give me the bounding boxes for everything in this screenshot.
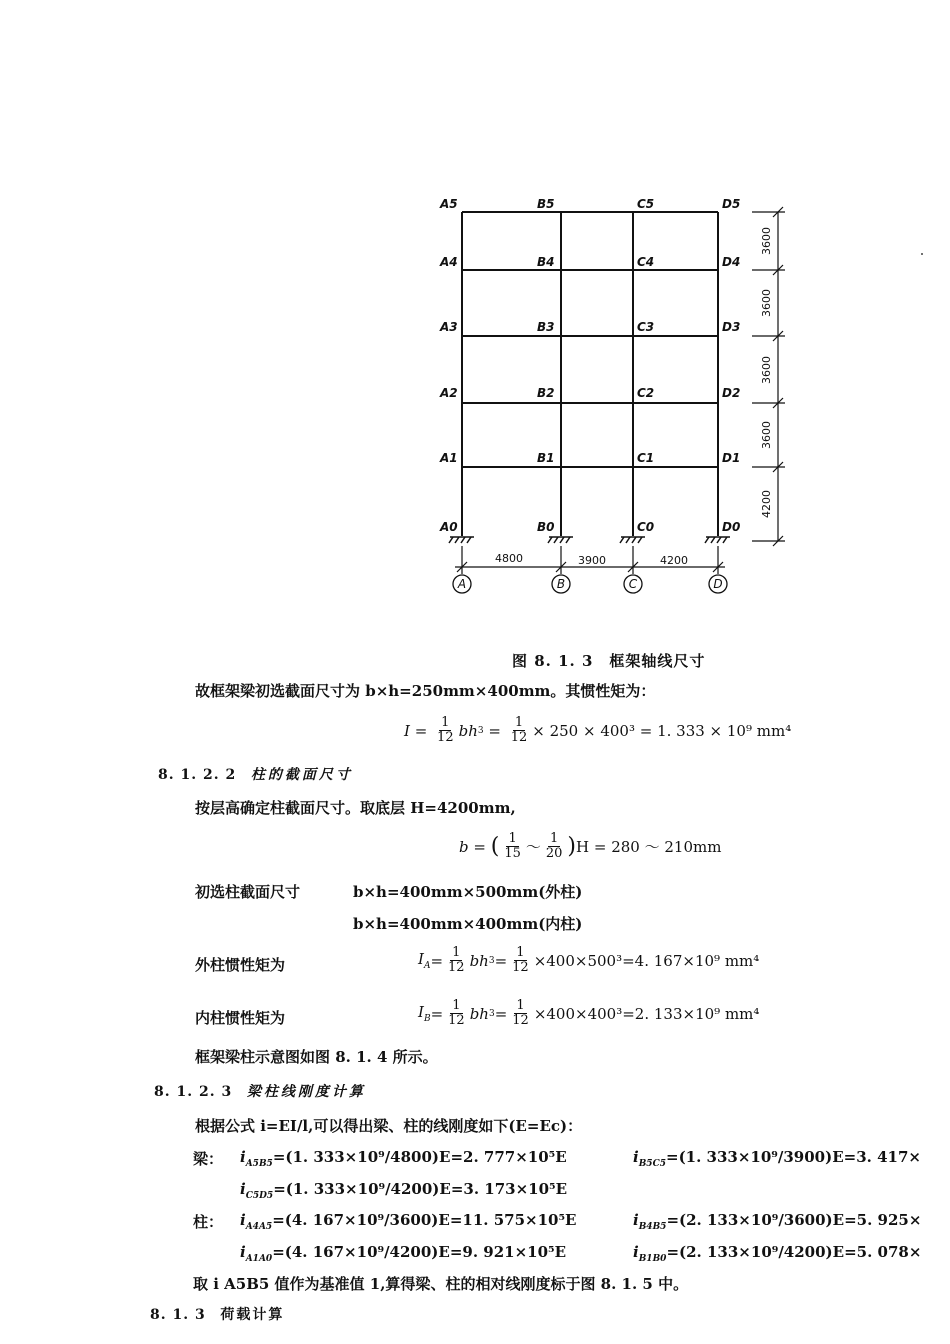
column-label: 柱： (193, 1213, 224, 1231)
bay-width-label: 4800 (495, 552, 523, 565)
section-title: 柱的截面尺寸 (250, 767, 353, 783)
column-width-equation: b = ( $\frac{1}{15}$ ～ $\frac{1}{20}$ ) H = 280 ～ 210mm (459, 831, 722, 861)
node-label: A3 (440, 320, 458, 334)
section-heading-813 (150, 1304, 284, 1324)
node-label: A2 (440, 386, 458, 400)
story-height-label: 3600 (760, 421, 773, 449)
beam-label: 梁： (193, 1150, 224, 1168)
node-label: B5 (537, 197, 555, 211)
node-label: D4 (722, 255, 741, 269)
node-label: D1 (722, 451, 741, 465)
node-label: A5 (440, 197, 458, 211)
node-label: A4 (440, 255, 458, 269)
stiffness-A1A0: $i_{A1A0}=(4$. 167×10⁹/4200)E=9. 921×10⁵E (240, 1243, 567, 1264)
outer-inertia-label: 外柱惯性矩为 (195, 956, 286, 974)
node-label: C2 (637, 386, 655, 400)
section-number: 8. 1. 3 (150, 1307, 206, 1323)
stiffness-A5B5: $i_{A5B5}=(1$. 333×10⁹/4800)E=2. 777×10⁵E (240, 1148, 567, 1169)
beam-inertia-equation: I = $\frac{1}{12}$ bh 3 = $\frac{1}{12}$ × 250 × 400³ = 1. 333 × 10⁹ mm⁴ (404, 715, 792, 745)
section-title: 荷载计算 (220, 1307, 285, 1323)
story-height-label: 4200 (760, 490, 773, 518)
inner-inertia-label: 内柱惯性矩为 (195, 1009, 286, 1027)
axis-bubble-label: A (457, 577, 467, 591)
inner-column-size: b×h=400mm×400mm(内柱) (353, 915, 583, 933)
stiffness-B1B0: $i_{B1B0}=(2$. 133×10⁹/4200)E=5. 078× (633, 1243, 922, 1264)
section-title: 梁柱线刚度计算 (246, 1084, 366, 1100)
story-height-label: 3600 (760, 289, 773, 317)
axis-bubble-label: C (628, 577, 638, 591)
node-label: D2 (722, 386, 741, 400)
section-heading-8122 (158, 764, 353, 784)
stiffness-B4B5: $i_{B4B5}=(2$. 133×10⁹/3600)E=5. 925× (633, 1211, 922, 1232)
beam-column-figure-ref: 框架梁柱示意图如图 8. 1. 4 所示。 (195, 1048, 438, 1066)
beam-section-text: 故框架梁初选截面尺寸为 b×h=250mm×400mm。其惯性矩为： (195, 682, 656, 700)
node-label: B1 (537, 451, 555, 465)
node-label: C1 (637, 451, 655, 465)
inner-inertia-equation: $I_B$ = $\frac{1}{12}$ bh 3 = $\frac{1}{12}$ ×400×400³=2. 133×10⁹ mm⁴ (418, 998, 760, 1028)
section-heading-8123 (154, 1081, 366, 1101)
figure-caption: 图 8. 1. 3 框架轴线尺寸 (512, 652, 706, 670)
section-number: 8. 1. 2. 2 (158, 767, 237, 783)
node-label: C4 (637, 255, 655, 269)
column-prelim-label: 初选柱截面尺寸 (195, 883, 301, 901)
node-label: D3 (722, 320, 741, 334)
stiffness-B5C5: $i_{B5C5}=(1$. 333×10⁹/3900)E=3. 417× (633, 1148, 921, 1169)
node-label: B0 (537, 520, 555, 534)
node-label: A0 (440, 520, 458, 534)
story-height-label: 3600 (760, 227, 773, 255)
column-intro-text: 按层高确定柱截面尺寸。取底层 H=4200mm, (195, 799, 516, 817)
relative-stiffness-text: 取 i A5B5 值作为基准值 1,算得梁、柱的相对线刚度标于图 8. 1. 5 中。 (193, 1275, 689, 1293)
inner-inertia-rhs: ×400×400³=2. 133×10⁹ mm⁴ (533, 1004, 760, 1023)
outer-inertia-rhs: ×400×500³=4. 167×10⁹ mm⁴ (533, 951, 760, 970)
node-label: C5 (637, 197, 655, 211)
axis-bubble-label: D (713, 577, 723, 591)
bay-width-label: 4200 (660, 554, 688, 567)
stiffness-intro-text: 根据公式 i=EI/l,可以得出梁、柱的线刚度如下(E=Ec)： (195, 1117, 583, 1135)
node-label: B2 (537, 386, 555, 400)
stiffness-C5D5: $i_{C5D5}=(1$. 333×10⁹/4200)E=3. 173×10⁵E (240, 1180, 568, 1201)
axis-bubble-label: B (556, 577, 566, 591)
outer-column-size: b×h=400mm×500mm(外柱) (353, 883, 583, 901)
bay-width-label: 3900 (578, 554, 606, 567)
frame-axis-diagram (0, 0, 950, 620)
node-label: D5 (722, 197, 741, 211)
node-label: B4 (537, 255, 555, 269)
stiffness-A4A5: $i_{A4A5}=(4$. 167×10⁹/3600)E=11. 575×10⁵E (240, 1211, 577, 1232)
beam-inertia-rhs: × 250 × 400³ = 1. 333 × 10⁹ mm⁴ (532, 721, 792, 740)
node-label: A1 (440, 451, 458, 465)
node-label: D0 (722, 520, 741, 534)
node-label: C3 (637, 320, 655, 334)
node-label: B3 (537, 320, 555, 334)
section-number: 8. 1. 2. 3 (154, 1084, 233, 1100)
column-width-rhs: H = 280 ～ 210mm (576, 838, 722, 856)
story-height-label: 3600 (760, 356, 773, 384)
node-label: C0 (637, 520, 655, 534)
outer-inertia-equation: $I_A$ = $\frac{1}{12}$ bh 3 = $\frac{1}{12}$ ×400×500³=4. 167×10⁹ mm⁴ (418, 945, 760, 975)
